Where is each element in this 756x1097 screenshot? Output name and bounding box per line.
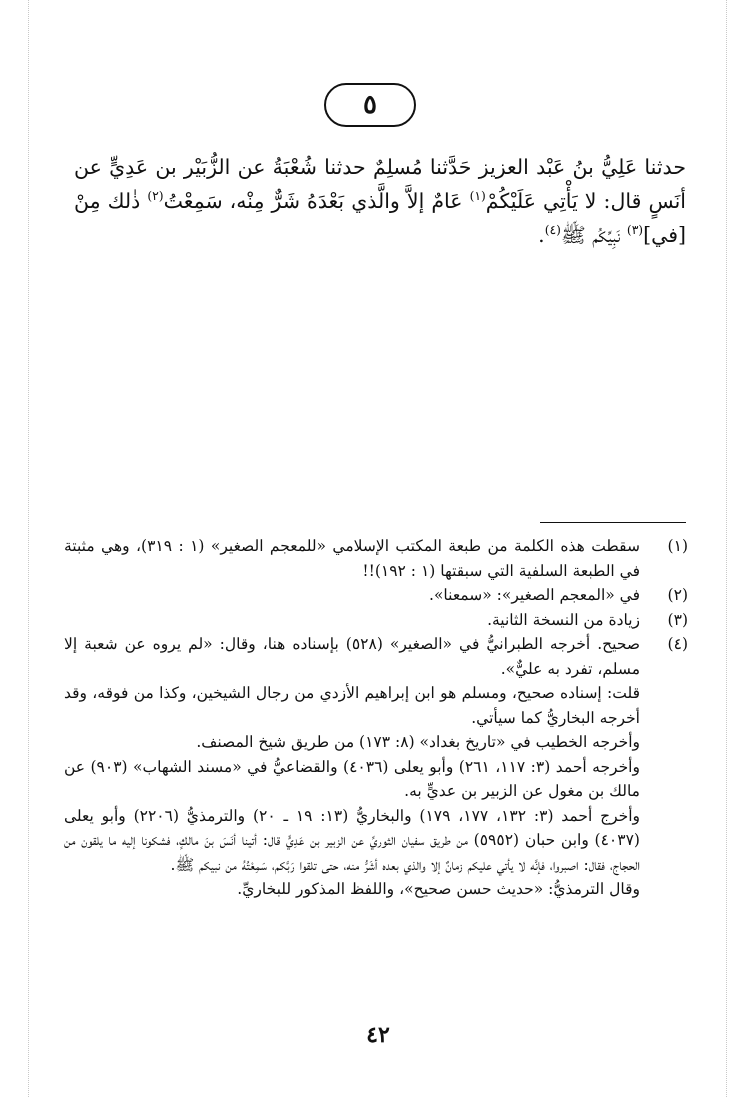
footnote-number: (١) — [667, 537, 688, 555]
page-number: ٤٢ — [366, 1022, 390, 1048]
footnote-continuation — [64, 877, 688, 902]
hadith-text-part: نَبِيِّكُم ﷺ — [560, 223, 627, 247]
footnote-separator — [540, 522, 686, 523]
commentary-paragraph: وأخرجه الخطيب في «تاريخ بغداد» (٨: ١٧٣) من طريق شيخ المصنف. — [196, 733, 640, 751]
footnote-ref: (١) — [469, 189, 486, 204]
hadith-number-badge — [324, 83, 416, 127]
footnote-number: (٢) — [667, 586, 688, 604]
footnote-continuation — [64, 681, 688, 730]
footnote — [64, 608, 688, 633]
footnotes — [64, 534, 688, 902]
hadith-text-part: حدثنا عَلِيُّ بنُ عَبْد العزيز حَدَّثنا مُسلِمٌ حدثنا شُعْبَةُ عن الزُّبَيْر بن عَدِيٍّ عن أنَسٍ قال: لا يَأْتِي عَلَيْكُمْ — [74, 155, 686, 213]
footnote — [64, 534, 688, 583]
hadith-text — [74, 150, 686, 252]
commentary-paragraph: وأخرجه أحمد (٣: ١١٧، ٢٦١) وأبو يعلى (٤٠٣٦) والقضاعيُّ في «مسند الشهاب» (٩٠٣) عن مالك بن مغول عن الزبير بن عديٍّ به. — [64, 757, 640, 800]
scan-guide-line — [726, 0, 727, 1097]
footnote-number: (٣) — [667, 610, 688, 629]
commentary-paragraph: قلت: إسناده صحيح، ومسلم هو ابن إبراهيم الأزدي من رجال الشيخين، وكذا من فوقه، وقد أخرجه البخاريُّ كما سيأتي. — [64, 684, 640, 727]
footnote-text: في «المعجم الصغير»: «سمعنا». — [429, 586, 640, 604]
commentary-paragraph: وأخرج أحمد (٣: ١٣٢، ١٧٧، ١٧٩) والبخاريُّ (١٣: ١٩ ـ ٢٠) والترمذيُّ (٢٢٠٦) وأبو يعلى (٤٠٣٧) وابن حبان (٥٩٥٢) من طريق سفيان الثوريِّ عن الزبير بن عَدِيٍّ قال: أتينا أنَسَ بنَ مالكٍ، فشكونا إليه ما يلقون من الحجاج، فقال: اصبروا، فإنَّه لا يأتي عليكم زمانٌ إلا والذي بعده أشَرُّ منه، حتى تلقوا رَبَّكم، سَمِعْتُهُ من نبيكم ﷺ. — [64, 806, 641, 874]
footnote-text: صحيح. أخرجه الطبرانيُّ في «الصغير» (٥٢٨) بإسناده هنا، وقال: «لم يروه عن شعبة إلا مسلم، تفرد به عليٌّ». — [64, 635, 640, 678]
hadith-text-part: عَامٌ إلاَّ والَّذي بَعْدَهُ شَرٌّ مِنْه، سَمِعْتُ — [163, 189, 470, 213]
hadith-text-part: ذٰلك مِنْ [في] — [74, 189, 686, 247]
footnote — [64, 632, 688, 681]
hadith-number: ٥ — [363, 90, 377, 120]
scan-guide-line — [28, 0, 29, 1097]
footnote — [64, 583, 688, 608]
footnote-ref: (٤) — [544, 223, 561, 238]
footnote-text: سقطت هذه الكلمة من طبعة المكتب الإسلامي «للمعجم الصغير» (١ : ٣١٩)، وهي مثبتة في الطبعة السلفية التي سبقتها (١ : ١٩٢)!! — [64, 537, 640, 580]
footnote-continuation — [64, 804, 688, 878]
hadith-text-part: . — [538, 223, 545, 247]
footnote-continuation — [64, 730, 688, 755]
footnote-continuation — [64, 755, 688, 804]
commentary-paragraph: وقال الترمذيُّ: «حديث حسن صحيح»، واللفظ المذكور للبخاريِّ. — [237, 880, 640, 898]
footnote-ref: (٣) — [626, 223, 644, 238]
footnote-number: (٤) — [667, 635, 688, 653]
footnote-ref: (٢) — [147, 189, 164, 204]
footnote-text: زيادة من النسخة الثانية. — [487, 610, 640, 629]
